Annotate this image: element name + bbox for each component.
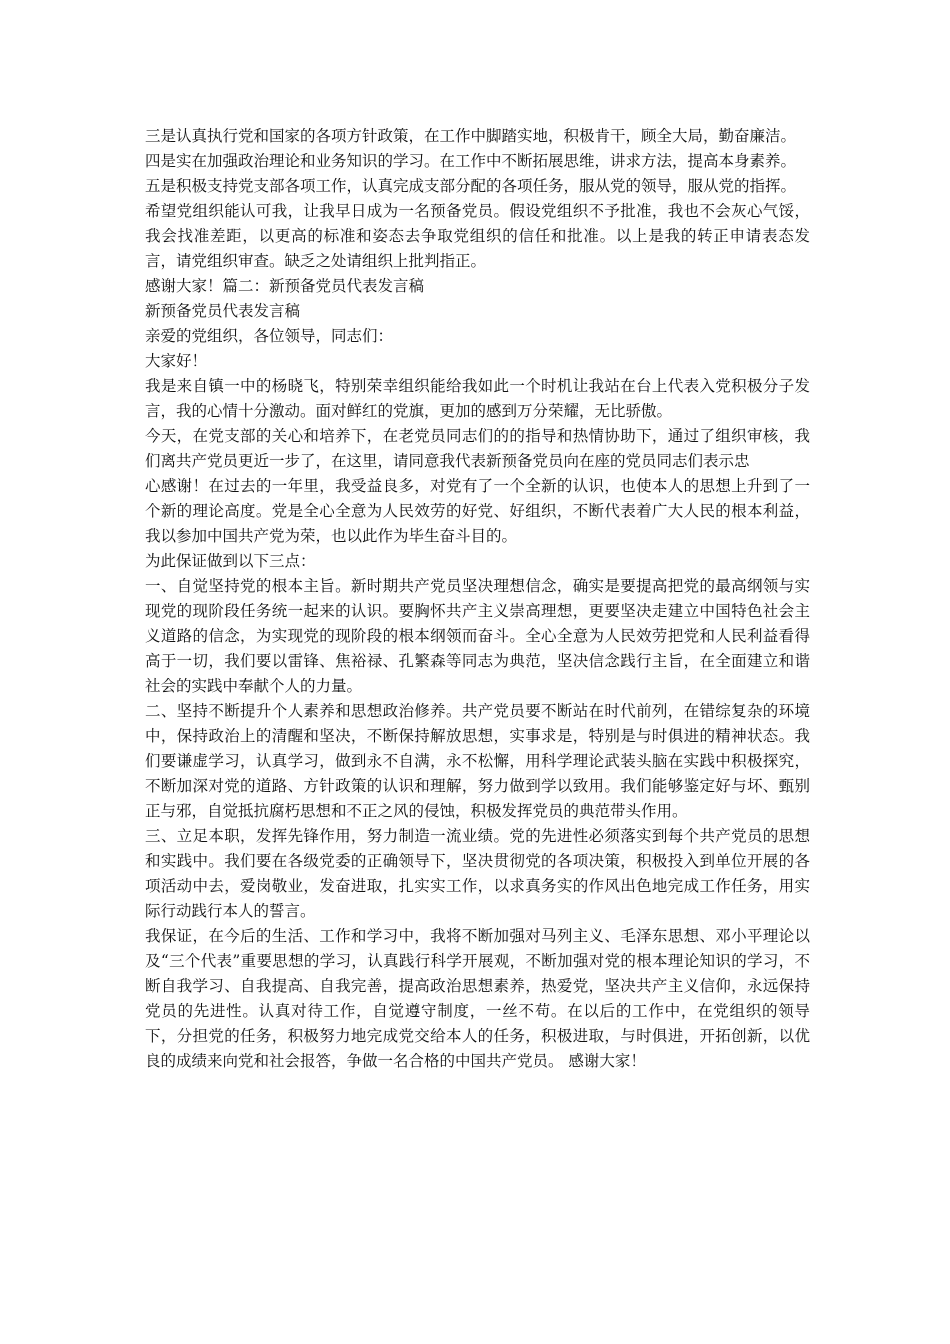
paragraph: 四是实在加强政治理论和业务知识的学习。在工作中不断拓展思维，讲求方法，提高本身素养。 <box>145 152 797 170</box>
paragraph: 五是积极支持党支部各项工作，认真完成支部分配的各项任务，服从党的领导，服从党的指挥。 <box>145 177 797 195</box>
paragraph: 希望党组织能认可我，让我早日成为一名预备党员。假设党组织不予批准，我也不会灰心气馁，我会找准差距，以更高的标准和姿态去争取党组织的信任和批准。以上是我的转正申请表态发言，请党组织审查。缺乏之处请组织上批判指正。 <box>145 202 810 270</box>
paragraph: 我是来自镇一中的杨晓飞，特别荣幸组织能给我如此一个时机让我站在台上代表入党积极分子发言，我的心情十分激动。面对鲜红的党旗，更加的感到万分荣耀，无比骄傲。 <box>145 377 810 420</box>
paragraph: 三、立足本职，发挥先锋作用，努力制造一流业绩。党的先进性必须落实到每个共产党员的思想和实践中。我们要在各级党委的正确领导下，坚决贯彻党的各项决策，积极投入到单位开展的各项活动中去，爱岗敬业，发奋进取，扎实实工作，以求真务实的作风出色地完成工作任务，用实际行动践行本人的誓言。 <box>145 827 810 920</box>
section-title: 新预备党员代表发言稿 <box>145 302 301 320</box>
paragraph: 二、坚持不断提升个人素养和思想政治修养。共产党员要不断站在时代前列，在错综复杂的环境中，保持政治上的清醒和坚决，不断保持解放思想，实事求是，特别是与时俱进的精神状态。我们要谦虚学习，认真学习，做到永不自满，永不松懈，用科学理论武装头脑在实践中积极探究，不断加深对党的道路、方针政策的认识和理解，努力做到学以致用。我们能够鉴定好与坏、甄别正与邪，自觉抵抗腐朽思想和不正之风的侵蚀，积极发挥党员的典范带头作用。 <box>145 702 810 820</box>
paragraph: 今天，在党支部的关心和培养下，在老党员同志们的的指导和热情协助下，通过了组织审核，我们离共产党员更近一步了，在这里，请同意我代表新预备党员向在座的党员同志们表示忠 <box>145 427 810 470</box>
paragraph: 为此保证做到以下三点： <box>145 552 316 570</box>
paragraph: 一、自觉坚持党的根本主旨。新时期共产党员坚决理想信念，确实是要提高把党的最高纲领与实现党的现阶段任务统一起来的认识。要胸怀共产主义崇高理想，更要坚决走建立中国特色社会主义道路的信念，为实现党的现阶段的根本纲领而奋斗。全心全意为人民效劳把党和人民利益看得高于一切，我们要以雷锋、焦裕禄、孔繁森等同志为典范，坚决信念践行主旨，在全面建立和谐社会的实践中奉献个人的力量。 <box>145 577 810 695</box>
paragraph: 三是认真执行党和国家的各项方针政策，在工作中脚踏实地，积极肯干，顾全大局，勤奋廉洁。 <box>145 127 797 145</box>
document-body <box>145 124 810 1074</box>
salutation: 亲爱的党组织，各位领导，同志们： <box>145 327 394 345</box>
paragraph: 心感谢！在过去的一年里，我受益良多，对党有了一个全新的认识，也使本人的思想上升到了一个新的理论高度。党是全心全意为人民效劳的好党、好组织，不断代表着广大人民的根本利益，我以参加中国共产党为荣，也以此作为毕生奋斗目的。 <box>145 477 810 545</box>
paragraph: 感谢大家！篇二：新预备党员代表发言稿 <box>145 277 425 295</box>
greeting: 大家好！ <box>145 352 208 370</box>
paragraph: 我保证，在今后的生活、工作和学习中，我将不断加强对马列主义、毛泽东思想、邓小平理论以及“三个代表”重要思想的学习，认真践行科学开展观，不断加强对党的根本理论知识的学习，不断自我学习、自我提高、自我完善，提高政治思想素养，热爱党，坚决共产主义信仰，永远保持党员的先进性。认真对待工作，自觉遵守制度，一丝不苟。在以后的工作中，在党组织的领导下，分担党的任务，积极努力地完成党交给本人的任务，积极进取，与时俱进，开拓创新，以优良的成绩来向党和社会报答，争做一名合格的中国共产党员。 感谢大家！ <box>145 927 810 1070</box>
